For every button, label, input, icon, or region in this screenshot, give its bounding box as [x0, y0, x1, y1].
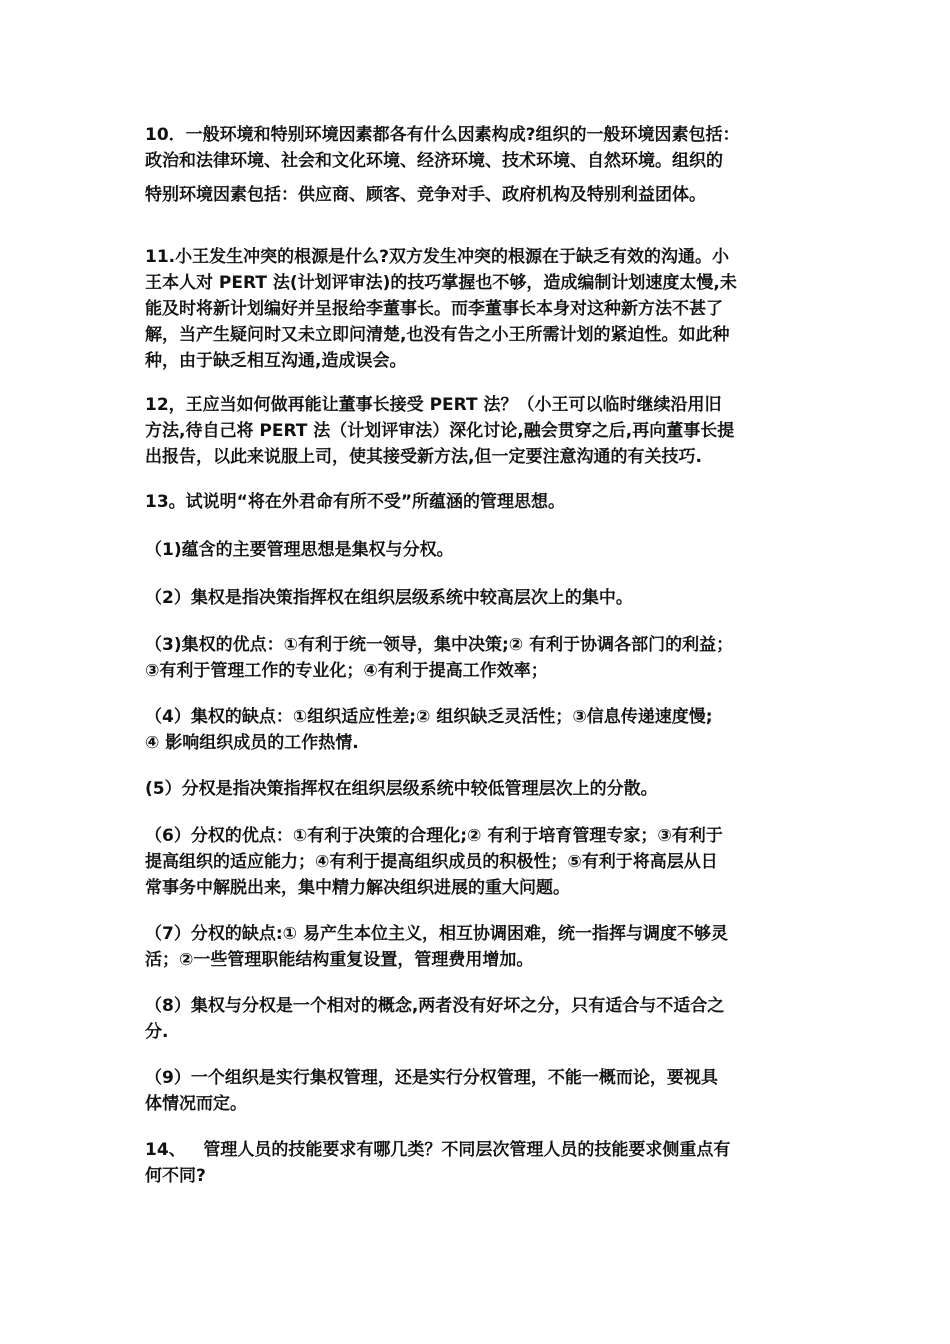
paragraph-line: 10．一般环境和特别环境因素都各有什么因素构成?组织的一般环境因素包括： [145, 125, 740, 145]
paragraph-line: 常事务中解脱出来，集中精力解决组织进展的重大问题。 [145, 878, 570, 898]
paragraph-q14 [145, 1137, 810, 1189]
paragraph-line: 14、 管理人员的技能要求有哪几类？不同层次管理人员的技能要求侧重点有 [145, 1140, 731, 1160]
paragraph-q13-9 [145, 1065, 810, 1117]
paragraph-line: 12，王应当如何做再能让董事长接受 PERT 法？（小王可以临时继续沿用旧 [145, 395, 722, 415]
paragraph-line: （1)蕴含的主要管理思想是集权与分权。 [145, 540, 454, 560]
paragraph-line: （2）集权是指决策指挥权在组织层级系统中较高层次上的集中。 [145, 588, 633, 608]
paragraph-line: 方法,待自己将 PERT 法（计划评审法）深化讨论,融会贯穿之后,再向董事长提 [145, 421, 735, 441]
paragraph-line: 能及时将新计划编好并呈报给李董事长。而李董事长本身对这种新方法不甚了 [145, 299, 723, 319]
paragraph-q13-4 [145, 704, 810, 756]
paragraph-q13-2 [145, 585, 810, 611]
paragraph-q13-6 [145, 823, 810, 901]
paragraph-line: （8）集权与分权是一个相对的概念,两者没有好坏之分，只有适合与不适合之 [145, 996, 725, 1016]
paragraph-q12 [145, 392, 810, 470]
paragraph-line: 提高组织的适应能力；④有利于提高组织成员的积极性；⑤有利于将高层从日 [145, 852, 718, 872]
paragraph-q10 [145, 122, 810, 208]
paragraph-line: 体情况而定。 [145, 1094, 247, 1114]
paragraph-line: （7）分权的缺点:① 易产生本位主义，相互协调困难，统一指挥与调度不够灵 [145, 924, 728, 944]
paragraph-line: （6）分权的优点：①有利于决策的合理化;② 有利于培育管理专家；③有利于 [145, 826, 723, 846]
paragraph-q13-1 [145, 537, 810, 563]
paragraph-q13-5 [145, 776, 810, 802]
paragraph-line: 分. [145, 1022, 169, 1042]
paragraph-line: 活；②一些管理职能结构重复设置，管理费用增加。 [145, 950, 534, 970]
paragraph-q13-8 [145, 993, 810, 1045]
paragraph-line: 解，当产生疑问时又未立即问清楚,也没有告之小王所需计划的紧迫性。如此种 [145, 325, 730, 345]
paragraph-line: 13。试说明“将在外君命有所不受”所蕴涵的管理思想。 [145, 492, 566, 512]
paragraph-line: ③有利于管理工作的专业化；④有利于提高工作效率； [145, 661, 548, 681]
paragraph-line: （4）集权的缺点：①组织适应性差;② 组织缺乏灵活性；③信息传递速度慢; [145, 707, 713, 727]
paragraph-line: 种，由于缺乏相互沟通,造成误会。 [145, 351, 407, 371]
paragraph-line: ④ 影响组织成员的工作热情. [145, 733, 359, 753]
paragraph-line: （9）一个组织是实行集权管理，还是实行分权管理，不能一概而论，要视具 [145, 1068, 718, 1088]
paragraph-line: 王本人对 PERT 法(计划评审法)的技巧掌握也不够，造成编制计划速度太慢,未 [145, 273, 737, 293]
paragraph-line: （3)集权的优点：①有利于统一领导，集中决策;② 有利于协调各部门的利益； [145, 635, 734, 655]
paragraph-line: 何不同? [145, 1166, 206, 1186]
paragraph-line: 11.小王发生冲突的根源是什么?双方发生冲突的根源在于缺乏有效的沟通。小 [145, 247, 729, 267]
paragraph-line: 出报告，以此来说服上司，使其接受新方法,但一定要注意沟通的有关技巧. [145, 447, 702, 467]
paragraph-q13 [145, 489, 810, 515]
paragraph-line: 特别环境因素包括：供应商、顾客、竞争对手、政府机构及特别利益团体。 [145, 185, 706, 205]
paragraph-line: 政治和法律环境、社会和文化环境、经济环境、技术环境、自然环境。组织的 [145, 151, 723, 171]
paragraph-q13-7 [145, 921, 810, 973]
paragraph-q11 [145, 244, 810, 374]
paragraph-q13-3 [145, 632, 810, 684]
paragraph-line: (5）分权是指决策指挥权在组织层级系统中较低管理层次上的分散。 [145, 779, 658, 799]
